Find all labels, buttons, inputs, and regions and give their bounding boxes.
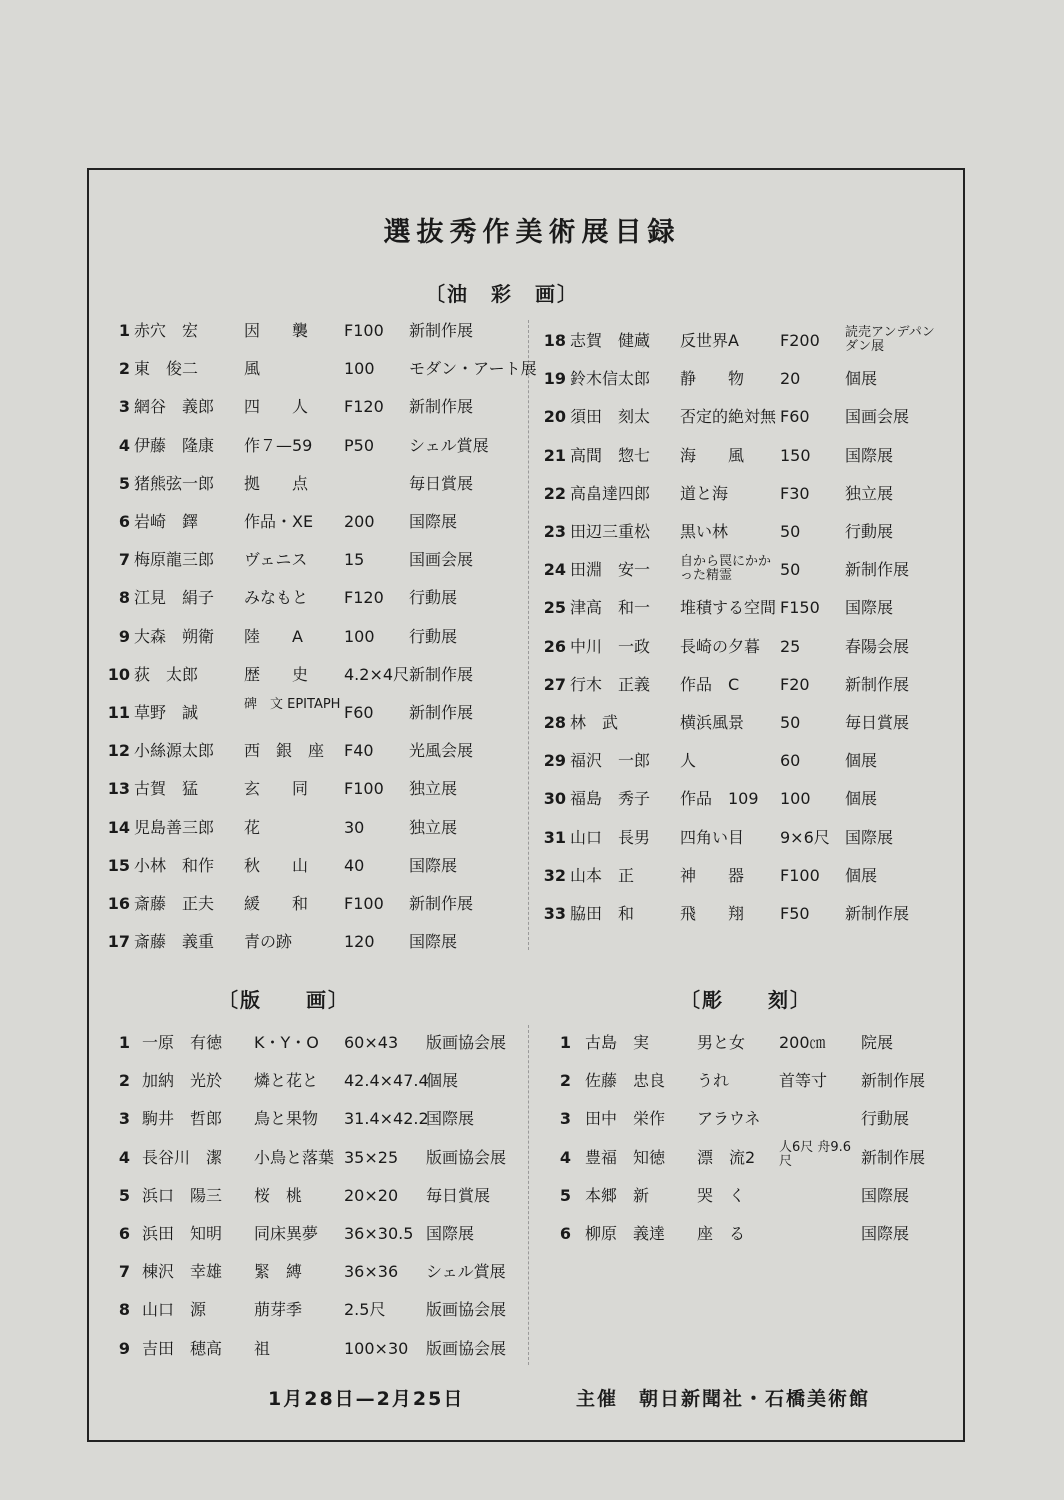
exhibition-name: 版画協会展 [426, 1033, 507, 1052]
work-title: 神 器 [680, 865, 745, 885]
work-size: F120 [344, 588, 384, 608]
item-number: 9 [118, 626, 130, 646]
artist-name: 斎藤 正夫 [134, 894, 215, 913]
item-number: 6 [118, 1224, 130, 1243]
work-size: F20 [780, 674, 810, 694]
work-title: 人 [680, 751, 697, 771]
work-size: 30 [344, 817, 365, 837]
artist-name: 加納 光於 [142, 1071, 223, 1091]
list-item [104, 435, 524, 473]
work-size: F100 [344, 894, 384, 913]
work-title: 風 [244, 359, 261, 379]
artist-name: 田中 栄作 [585, 1109, 666, 1129]
item-number: 20 [543, 407, 566, 427]
work-size: P50 [344, 435, 375, 455]
work-size: 60×43 [344, 1033, 399, 1052]
list-item [104, 473, 524, 511]
list-item [540, 827, 960, 865]
item-number: 4 [118, 1147, 130, 1167]
work-title: 自から罠にかかった精霊 [680, 554, 772, 584]
work-title: 座 る [697, 1224, 746, 1243]
artist-name: 東 俊二 [134, 359, 199, 379]
artist-name: 福沢 一郎 [570, 751, 651, 771]
artist-name: 大森 朔衛 [134, 626, 215, 646]
item-number: 1 [559, 1033, 571, 1052]
artist-name: 中川 一政 [570, 636, 651, 656]
exhibition-name: 新制作展 [409, 664, 474, 684]
work-title: 鳥と果物 [254, 1109, 319, 1129]
work-title: 祖 [254, 1338, 271, 1358]
work-size: F100 [780, 865, 820, 885]
work-size: F50 [780, 904, 810, 923]
exhibition-name: 国際展 [845, 445, 894, 465]
artist-name: 猪熊弦一郎 [134, 473, 215, 493]
item-number: 24 [543, 560, 566, 580]
exhibition-name: 個展 [845, 751, 878, 771]
work-title: 秋 山 [244, 855, 309, 875]
work-size: 150 [780, 445, 811, 465]
list-item [104, 817, 524, 855]
item-number: 7 [118, 550, 130, 570]
exhibition-name: 毎日賞展 [409, 473, 474, 493]
exhibition-name: シェル賞展 [409, 435, 489, 455]
item-number: 13 [107, 779, 130, 799]
artist-name: 脇田 和 [570, 904, 635, 923]
list-item [104, 1032, 524, 1070]
item-number: 11 [107, 703, 130, 722]
artist-name: 柳原 義達 [585, 1224, 666, 1243]
artist-name: 豊福 知徳 [585, 1147, 666, 1167]
list-item [104, 1108, 524, 1146]
section-heading-print: 〔版 画〕 [218, 988, 350, 1012]
work-title: 桜 桃 [254, 1185, 303, 1205]
exhibition-name: 版画協会展 [426, 1147, 507, 1167]
work-title: 緊 縛 [254, 1262, 303, 1282]
section-heading-sculpture: 〔彫 刻〕 [680, 988, 812, 1012]
item-number: 3 [118, 1109, 130, 1129]
work-size: F60 [344, 703, 374, 722]
artist-name: 津高 和一 [570, 598, 651, 618]
artist-name: 本郷 新 [585, 1185, 650, 1205]
list-item [104, 893, 524, 931]
work-size: 人6尺 舟9.6尺 [779, 1139, 852, 1169]
work-title: みなもと [244, 588, 309, 608]
exhibition-name: 国際展 [409, 855, 458, 875]
work-size: 50 [780, 560, 801, 580]
work-size: 2.5尺 [344, 1300, 386, 1320]
item-number: 21 [543, 445, 566, 465]
exhibition-name: 国際展 [861, 1185, 910, 1205]
list-item [104, 1147, 524, 1185]
list-item [545, 1185, 965, 1223]
item-number: 3 [559, 1109, 571, 1129]
work-size: 42.4×47.4 [344, 1071, 429, 1091]
artist-name: 志賀 健蔵 [570, 331, 651, 350]
exhibition-name: 新制作展 [409, 703, 474, 722]
list-item [104, 1338, 524, 1376]
work-title: 作品 C [680, 674, 740, 694]
work-size: F150 [780, 598, 820, 618]
list-item [545, 1139, 965, 1185]
item-number: 1 [118, 321, 130, 340]
work-title: 青の跡 [244, 932, 293, 952]
exhibition-name: モダン・アート展 [409, 359, 537, 379]
work-size: 36×36 [344, 1262, 399, 1282]
exhibition-name: 版画協会展 [426, 1338, 507, 1358]
item-number: 8 [118, 588, 130, 608]
exhibition-name: 個展 [845, 865, 878, 885]
list-item [104, 1185, 524, 1223]
work-title: 同床異夢 [254, 1224, 319, 1243]
list-item [540, 712, 960, 750]
item-number: 10 [107, 664, 130, 684]
exhibition-name: 毎日賞展 [845, 713, 910, 732]
item-number: 4 [118, 435, 130, 455]
exhibition-name: 新制作展 [861, 1071, 926, 1091]
work-size: 50 [780, 522, 801, 541]
column-divider-top [528, 320, 529, 950]
item-number: 2 [118, 1071, 130, 1091]
item-number: 6 [118, 512, 130, 531]
item-number: 5 [118, 1185, 130, 1205]
work-title: 反世界A [680, 331, 739, 350]
section-heading-oil: 〔油 彩 画〕 [425, 282, 579, 306]
exhibition-name: 個展 [845, 369, 878, 389]
exhibition-name: 国際展 [845, 827, 894, 847]
exhibition-name: 版画協会展 [426, 1300, 507, 1320]
item-number: 4 [559, 1147, 571, 1167]
artist-name: 佐藤 忠良 [585, 1071, 666, 1091]
work-size: 100 [344, 626, 375, 646]
list-item [104, 1070, 524, 1108]
item-number: 16 [107, 894, 130, 913]
list-item [104, 511, 524, 549]
work-title: 飛 翔 [680, 904, 745, 923]
work-size: 4.2×4尺 [344, 664, 410, 684]
work-title: 碑 文 EPITAPH [244, 697, 341, 712]
work-size: F120 [344, 397, 384, 417]
list-item [104, 740, 524, 778]
work-title: 黒い林 [680, 522, 729, 541]
exhibition-name: 国際展 [409, 512, 458, 531]
list-item [540, 483, 960, 521]
work-size: 36×30.5 [344, 1224, 414, 1243]
work-size: F60 [780, 407, 810, 427]
artist-name: 浜口 陽三 [142, 1185, 223, 1205]
work-title: 四 人 [244, 397, 309, 417]
list-item [545, 1108, 965, 1146]
item-number: 22 [543, 483, 566, 503]
exhibition-name: 読売アンデパンダン展 [845, 325, 935, 354]
exhibition-name: 国際展 [845, 598, 894, 618]
exhibition-name: 新制作展 [845, 904, 910, 923]
exhibition-name: 国際展 [861, 1224, 910, 1243]
exhibition-name: 国際展 [409, 932, 458, 952]
work-size: F200 [780, 331, 820, 350]
artist-name: 須田 刻太 [570, 407, 651, 427]
artist-name: 長谷川 潔 [142, 1147, 223, 1167]
item-number: 6 [559, 1224, 571, 1243]
work-title: 漂 流2 [697, 1147, 756, 1167]
list-item [104, 587, 524, 625]
exhibition-name: 国画会展 [845, 407, 910, 427]
item-number: 15 [107, 855, 130, 875]
artist-name: 田淵 安一 [570, 560, 651, 580]
page-title: 選抜秀作美術展目録 [383, 217, 681, 248]
artist-name: 山口 源 [142, 1300, 207, 1320]
work-title: アラウネ [697, 1109, 761, 1129]
list-item [540, 406, 960, 444]
artist-name: 江見 絹子 [134, 588, 215, 608]
item-number: 26 [543, 636, 566, 656]
work-title: 花 [244, 817, 261, 837]
list-item [540, 674, 960, 712]
item-number: 9 [118, 1338, 130, 1358]
work-title: 堆積する空間 [680, 598, 777, 618]
exhibition-name: 個展 [426, 1071, 459, 1091]
exhibition-name: 新制作展 [409, 894, 474, 913]
work-size: 31.4×42.2 [344, 1109, 429, 1129]
list-item [540, 597, 960, 635]
exhibition-name: 行動展 [409, 588, 458, 608]
exhibition-name: 新制作展 [409, 321, 474, 340]
item-number: 27 [543, 674, 566, 694]
exhibition-name: 独立展 [845, 483, 894, 503]
list-item [104, 549, 524, 587]
list-item [540, 903, 960, 941]
item-number: 19 [543, 369, 566, 389]
artist-name: 荻 太郎 [134, 664, 199, 684]
list-item [540, 865, 960, 903]
exhibition-name: 国画会展 [409, 550, 474, 570]
item-number: 14 [107, 817, 130, 837]
work-size: 首等寸 [779, 1071, 828, 1091]
list-item [104, 1223, 524, 1261]
item-number: 23 [543, 522, 566, 541]
exhibition-name: シェル賞展 [426, 1262, 506, 1282]
list-item [104, 358, 537, 396]
exhibition-name: 国際展 [426, 1224, 475, 1243]
artist-name: 駒井 哲郎 [142, 1109, 223, 1129]
work-size: 25 [780, 636, 801, 656]
work-title: 拠 点 [244, 473, 309, 493]
item-number: 5 [559, 1185, 571, 1205]
list-item [540, 788, 960, 826]
work-size: F30 [780, 483, 810, 503]
list-item [104, 396, 524, 434]
artist-name: 網谷 義郎 [134, 397, 215, 417]
list-item [104, 1261, 524, 1299]
work-title: 萠芽季 [254, 1300, 303, 1320]
artist-name: 山口 長男 [570, 827, 651, 847]
work-size: 20 [780, 369, 801, 389]
exhibition-name: 独立展 [409, 779, 458, 799]
list-item [540, 750, 960, 788]
work-size: 100 [344, 359, 375, 379]
artist-name: 古賀 猛 [134, 779, 199, 799]
exhibition-name: 新制作展 [845, 560, 910, 580]
list-item [104, 626, 524, 664]
artist-name: 赤穴 宏 [134, 321, 199, 340]
list-item [540, 368, 960, 406]
artist-name: 草野 誠 [134, 703, 199, 722]
work-size: 20×20 [344, 1185, 399, 1205]
work-size: 9×6尺 [780, 827, 830, 847]
exhibition-name: 新制作展 [845, 674, 910, 694]
work-size: 200㎝ [779, 1033, 826, 1052]
work-title: 男と女 [697, 1033, 746, 1052]
item-number: 32 [543, 865, 566, 885]
work-title: 海 風 [680, 445, 745, 465]
work-size: F100 [344, 321, 384, 340]
work-title: 緩 和 [244, 894, 309, 913]
exhibition-dates: 1月28日—2月25日 [268, 1388, 465, 1410]
list-item [540, 636, 960, 674]
work-size: F100 [344, 779, 384, 799]
exhibition-name: 新制作展 [409, 397, 474, 417]
list-item [545, 1070, 965, 1108]
work-title: K・Y・O [254, 1033, 319, 1052]
list-item [104, 855, 524, 893]
work-title: 作７—59 [244, 435, 313, 455]
artist-name: 浜田 知明 [142, 1224, 223, 1243]
work-title: 道と海 [680, 483, 729, 503]
work-title: 歴 史 [244, 664, 309, 684]
item-number: 18 [543, 331, 566, 350]
work-title: 作品 109 [680, 789, 759, 809]
work-title: 四角い目 [680, 827, 745, 847]
artist-name: 山本 正 [570, 865, 635, 885]
artist-name: 岩崎 鐸 [134, 512, 199, 531]
exhibition-name: 行動展 [409, 626, 458, 646]
work-title: 静 物 [680, 369, 745, 389]
artist-name: 児島善三郎 [134, 817, 215, 837]
list-item [545, 1223, 965, 1261]
work-title: 否定的絶対無 [680, 407, 777, 427]
work-title: 横浜風景 [680, 713, 745, 732]
work-title: 長崎の夕暮 [680, 636, 761, 656]
artist-name: 福島 秀子 [570, 789, 651, 809]
list-item [540, 554, 960, 597]
item-number: 25 [543, 598, 566, 618]
exhibition-name: 個展 [845, 789, 878, 809]
work-size: 100 [780, 789, 811, 809]
work-size: F40 [344, 741, 374, 761]
list-item [545, 1032, 965, 1070]
artist-name: 梅原龍三郎 [134, 550, 215, 570]
work-title: 哭 く [697, 1185, 746, 1205]
exhibition-name: 院展 [861, 1033, 894, 1052]
exhibition-name: 毎日賞展 [426, 1185, 491, 1205]
work-title: ヴェニス [244, 550, 308, 570]
exhibition-name: 光風会展 [409, 741, 474, 761]
list-item [104, 697, 524, 740]
item-number: 8 [118, 1300, 130, 1320]
exhibition-name: 新制作展 [861, 1147, 926, 1167]
item-number: 5 [118, 473, 130, 493]
work-title: 因 襲 [244, 321, 309, 340]
item-number: 17 [107, 932, 130, 952]
artist-name: 一原 有徳 [142, 1033, 223, 1052]
work-size: 15 [344, 550, 365, 570]
item-number: 28 [543, 713, 566, 732]
item-number: 33 [543, 904, 566, 923]
list-item [540, 325, 960, 368]
work-size: 60 [780, 751, 801, 771]
exhibition-name: 春陽会展 [845, 636, 910, 656]
artist-name: 高畠達四郎 [570, 483, 651, 503]
work-title: 作品・XE [244, 512, 314, 531]
item-number: 29 [543, 751, 566, 771]
work-title: 陸 A [244, 626, 303, 646]
exhibition-name: 行動展 [861, 1109, 910, 1129]
artist-name: 小絲源太郎 [134, 741, 215, 761]
artist-name: 小林 和作 [134, 855, 215, 875]
work-title: 燐と花と [254, 1071, 319, 1091]
work-size: 40 [344, 855, 365, 875]
work-size: 200 [344, 512, 375, 531]
item-number: 12 [107, 741, 130, 761]
item-number: 3 [118, 397, 130, 417]
artist-name: 古島 実 [585, 1033, 650, 1052]
work-title: 西 銀 座 [244, 741, 325, 761]
work-title: 玄 同 [244, 779, 309, 799]
artist-name: 行木 正義 [570, 674, 651, 694]
work-size: 120 [344, 932, 375, 952]
artist-name: 鈴木信太郎 [570, 369, 651, 389]
list-item [540, 445, 960, 483]
item-number: 7 [118, 1262, 130, 1282]
artist-name: 吉田 穂高 [142, 1338, 223, 1358]
list-item [104, 1299, 524, 1337]
item-number: 2 [118, 359, 130, 379]
artist-name: 高間 惣七 [570, 445, 651, 465]
list-item [104, 931, 524, 969]
artist-name: 伊藤 隆康 [134, 435, 215, 455]
exhibition-name: 独立展 [409, 817, 458, 837]
work-title: 小鳥と落葉 [254, 1147, 335, 1167]
item-number: 30 [543, 789, 566, 809]
list-item [104, 778, 524, 816]
exhibition-name: 行動展 [845, 522, 894, 541]
work-size: 35×25 [344, 1147, 399, 1167]
work-title: うれ [697, 1071, 730, 1091]
column-divider-bottom [528, 1025, 529, 1365]
exhibition-name: 国際展 [426, 1109, 475, 1129]
list-item [104, 320, 524, 358]
artist-name: 林 武 [570, 713, 619, 732]
artist-name: 棟沢 幸雄 [142, 1262, 223, 1282]
artist-name: 斎藤 義重 [134, 932, 215, 952]
sponsor-line: 主催 朝日新聞社・石橋美術館 [576, 1388, 871, 1410]
work-size: 100×30 [344, 1338, 409, 1358]
item-number: 2 [559, 1071, 571, 1091]
item-number: 1 [118, 1033, 130, 1052]
artist-name: 田辺三重松 [570, 522, 651, 541]
item-number: 31 [543, 827, 566, 847]
work-size: 50 [780, 713, 801, 732]
